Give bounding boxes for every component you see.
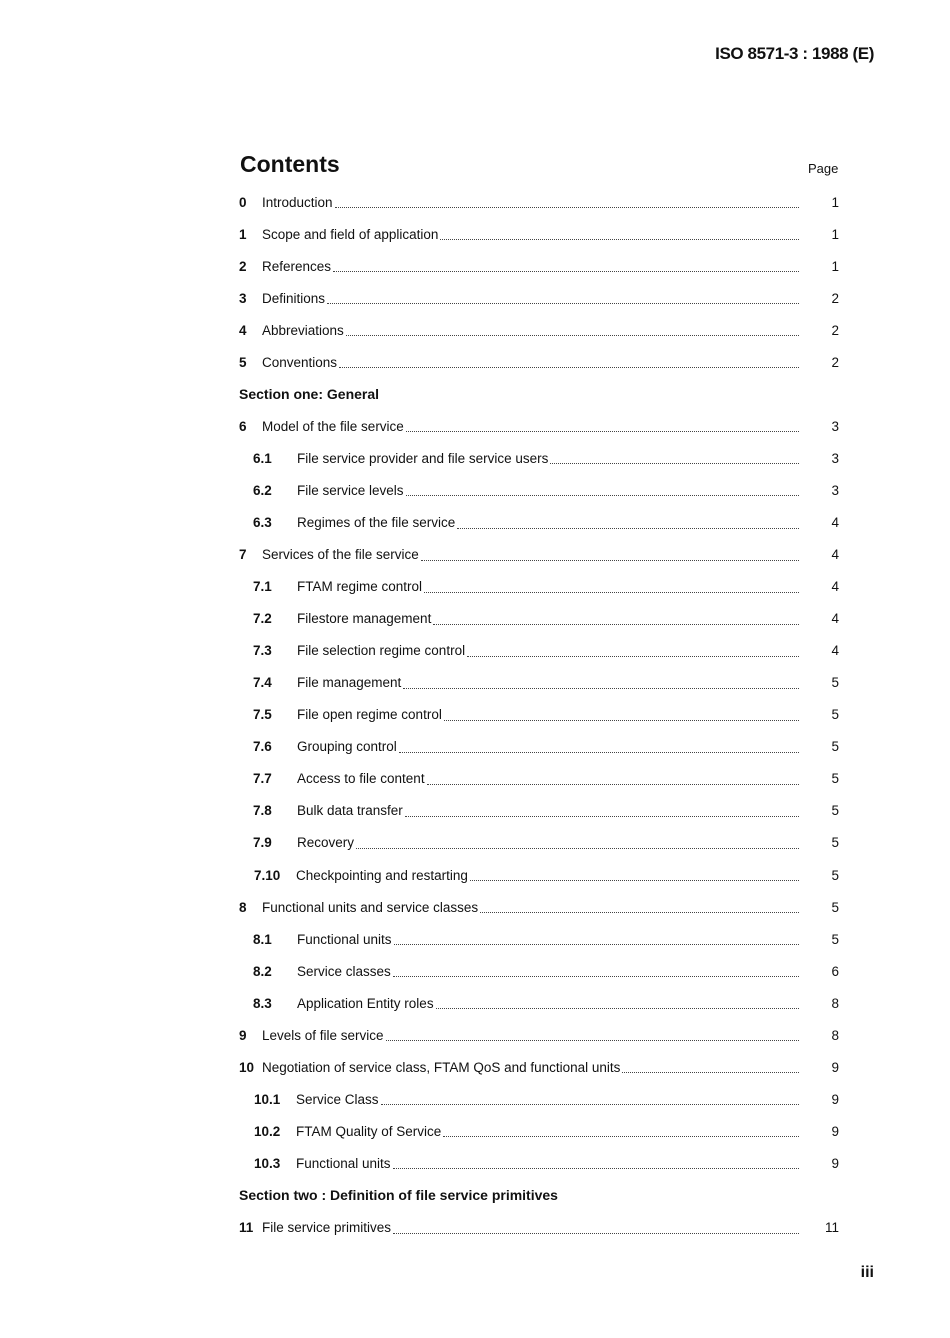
dot-leader	[346, 334, 799, 336]
toc-entry-page: 9	[831, 1059, 839, 1075]
section-heading	[239, 1179, 839, 1211]
dot-leader	[394, 943, 799, 945]
toc-entry-page: 9	[831, 1155, 839, 1171]
toc-entry[interactable]	[239, 250, 839, 282]
toc-entry-number: 0	[239, 194, 247, 210]
toc-subentry[interactable]	[239, 1147, 839, 1179]
toc-entry-number: 6	[239, 418, 247, 434]
toc-subentry[interactable]	[239, 923, 839, 955]
toc-entry-number: 10.3	[254, 1155, 281, 1171]
toc-entry-page: 2	[831, 354, 839, 370]
dot-leader	[356, 847, 799, 849]
toc-entry-page: 3	[831, 418, 839, 434]
toc-entry-title: Functional units	[297, 931, 392, 947]
section-heading-title: Section two : Definition of file service primitives	[239, 1187, 558, 1204]
toc-entry-title: Conventions	[262, 354, 338, 370]
toc-entry-number: 2	[239, 258, 247, 274]
dot-leader	[622, 1071, 799, 1073]
toc-entry[interactable]	[239, 314, 839, 346]
dot-leader	[406, 494, 799, 496]
toc-entry-title: Filestore management	[297, 611, 432, 627]
toc-entry-number: 7	[239, 547, 247, 563]
toc-subentry[interactable]	[239, 635, 839, 667]
toc-entry-number: 7.9	[253, 835, 272, 851]
toc-entry-number: 11	[239, 1220, 254, 1236]
toc-entry[interactable]	[239, 1212, 839, 1244]
toc-entry-title: Levels of file service	[262, 1027, 384, 1043]
toc-subentry[interactable]	[239, 603, 839, 635]
toc-entry-page: 5	[831, 707, 839, 723]
toc-entry-number: 6.2	[253, 482, 272, 498]
toc-entry-page: 5	[831, 675, 839, 691]
dot-leader	[424, 591, 799, 593]
toc-entry-title: Recovery	[297, 835, 355, 851]
toc-entry-page: 9	[831, 1091, 839, 1107]
toc-entry-title: File service provider and file service users	[297, 450, 549, 466]
dot-leader	[393, 975, 799, 977]
toc-subentry[interactable]	[239, 571, 839, 603]
section-heading-title: Section one: General	[239, 386, 380, 403]
toc-entry-number: 10.2	[254, 1123, 281, 1139]
toc-entry-number: 7.2	[253, 611, 272, 627]
toc-subentry[interactable]	[239, 667, 839, 699]
toc-entry-page: 5	[831, 835, 839, 851]
dot-leader	[470, 879, 799, 881]
toc-entry[interactable]	[239, 891, 839, 923]
toc-entry-number: 7.10	[254, 867, 281, 883]
toc-subentry[interactable]	[239, 1115, 839, 1147]
dot-leader	[427, 783, 799, 785]
toc-entry-title: Functional units and service classes	[262, 899, 479, 915]
toc-entry-title: File management	[297, 675, 402, 691]
toc-entry-page: 1	[831, 226, 839, 242]
toc-entry-number: 9	[239, 1027, 247, 1043]
toc-entry-number: 7.7	[253, 771, 272, 787]
page-number: iii	[860, 1264, 874, 1281]
toc-entry-title: Service classes	[297, 963, 391, 979]
dot-leader	[381, 1103, 799, 1105]
toc-entry-title: Bulk data transfer	[297, 803, 403, 819]
toc-entry[interactable]	[239, 346, 839, 378]
toc-entry-title: Functional units	[296, 1155, 391, 1171]
toc-entry-title: File service levels	[297, 482, 404, 498]
toc-entry-number: 7.4	[253, 675, 272, 691]
toc-entry[interactable]	[239, 1051, 839, 1083]
dot-leader	[399, 751, 799, 753]
section-heading	[239, 378, 839, 410]
toc-entry-title: Application Entity roles	[297, 995, 434, 1011]
dot-leader	[339, 366, 799, 368]
toc-entry-title: Abbreviations	[262, 322, 344, 338]
dot-leader	[393, 1167, 799, 1169]
dot-leader	[406, 430, 799, 432]
dot-leader	[443, 1135, 799, 1137]
toc-entry-title: Services of the file service	[262, 547, 419, 563]
dot-leader	[333, 270, 799, 272]
dot-leader	[433, 623, 799, 625]
dot-leader	[550, 462, 799, 464]
toc-entry-number: 8.3	[253, 995, 272, 1011]
toc-entry-number: 6.3	[253, 514, 272, 530]
dot-leader	[480, 911, 799, 913]
toc-entry-title: Grouping control	[297, 739, 397, 755]
toc-entry-title: Negotiation of service class, FTAM QoS and functional units	[262, 1059, 621, 1075]
toc-entry-page: 5	[831, 899, 839, 915]
dot-leader	[421, 559, 799, 561]
toc-entry[interactable]	[239, 1019, 839, 1051]
toc-subentry[interactable]	[239, 955, 839, 987]
table-of-contents	[239, 186, 839, 1244]
toc-entry-page: 5	[831, 867, 839, 883]
toc-entry-number: 7.3	[253, 643, 272, 659]
toc-entry-number: 4	[239, 322, 247, 338]
toc-subentry[interactable]	[239, 506, 839, 538]
toc-entry[interactable]	[239, 282, 839, 314]
dot-leader	[335, 206, 799, 208]
toc-entry-number: 7.5	[253, 707, 272, 723]
toc-entry-number: 1	[239, 226, 247, 242]
toc-entry-page: 1	[831, 194, 839, 210]
toc-entry-title: FTAM Quality of Service	[296, 1123, 442, 1139]
toc-entry-page: 5	[831, 771, 839, 787]
toc-entry-title: References	[262, 258, 332, 274]
toc-entry-page: 1	[831, 258, 839, 274]
toc-subentry[interactable]	[239, 827, 839, 859]
toc-entry-page: 8	[831, 1027, 839, 1043]
toc-entry-page: 4	[831, 514, 839, 530]
toc-entry[interactable]	[239, 410, 839, 442]
toc-entry[interactable]	[239, 186, 839, 218]
toc-entry-title: FTAM regime control	[297, 579, 423, 595]
toc-entry-title: File open regime control	[297, 707, 442, 723]
toc-entry-number: 6.1	[253, 450, 272, 466]
toc-entry-title: File service primitives	[262, 1220, 392, 1236]
page-column-label: Page	[808, 161, 839, 176]
dot-leader	[393, 1232, 799, 1234]
toc-entry-page: 4	[831, 611, 839, 627]
toc-entry-title: Definitions	[262, 290, 326, 306]
dot-leader	[457, 527, 799, 529]
toc-subentry[interactable]	[239, 859, 839, 891]
document-header: ISO 8571-3 : 1988 (E)	[715, 44, 874, 63]
dot-leader	[440, 238, 799, 240]
toc-entry-title: File selection regime control	[297, 643, 466, 659]
toc-entry[interactable]	[239, 539, 839, 571]
toc-entry-title: Checkpointing and restarting	[296, 867, 468, 883]
toc-subentry[interactable]	[239, 763, 839, 795]
toc-entry-number: 8.1	[253, 931, 272, 947]
toc-entry-title: Access to file content	[297, 771, 425, 787]
toc-entry-page: 8	[831, 995, 839, 1011]
toc-entry-page: 5	[831, 739, 839, 755]
toc-entry-page: 4	[831, 579, 839, 595]
toc-entry-number: 8	[239, 899, 247, 915]
toc-entry[interactable]	[239, 218, 839, 250]
toc-entry-page: 5	[831, 931, 839, 947]
toc-subentry[interactable]	[239, 699, 839, 731]
toc-entry-page: 2	[831, 322, 839, 338]
toc-entry-page: 2	[831, 290, 839, 306]
toc-subentry[interactable]	[239, 795, 839, 827]
dot-leader	[403, 687, 799, 689]
toc-entry-number: 10.1	[254, 1091, 281, 1107]
toc-subentry[interactable]	[239, 474, 839, 506]
dot-leader	[436, 1007, 799, 1009]
toc-entry-title: Model of the file service	[262, 418, 404, 434]
toc-entry-title: Introduction	[262, 194, 333, 210]
toc-subentry[interactable]	[239, 442, 839, 474]
toc-entry-number: 7.8	[253, 803, 272, 819]
toc-entry-page: 4	[831, 547, 839, 563]
toc-entry-title: Service Class	[296, 1091, 379, 1107]
contents-title: Contents	[240, 151, 340, 177]
dot-leader	[467, 655, 799, 657]
dot-leader	[405, 815, 799, 817]
toc-entry-page: 3	[831, 450, 839, 466]
toc-entry-page: 5	[831, 803, 839, 819]
toc-entry-number: 7.1	[253, 579, 272, 595]
toc-subentry[interactable]	[239, 731, 839, 763]
dot-leader	[327, 302, 799, 304]
toc-entry-title: Scope and field of application	[262, 226, 439, 242]
toc-entry-page: 9	[831, 1123, 839, 1139]
toc-subentry[interactable]	[239, 1083, 839, 1115]
toc-entry-page: 3	[831, 482, 839, 498]
toc-entry-number: 8.2	[253, 963, 272, 979]
dot-leader	[386, 1039, 799, 1041]
toc-entry-page: 4	[831, 643, 839, 659]
toc-entry-title: Regimes of the file service	[297, 514, 456, 530]
toc-entry-page: 6	[831, 963, 839, 979]
toc-entry-number: 7.6	[253, 739, 272, 755]
toc-entry-number: 3	[239, 290, 247, 306]
toc-entry-number: 10	[239, 1059, 255, 1075]
toc-entry-page: 11	[824, 1220, 839, 1236]
toc-subentry[interactable]	[239, 987, 839, 1019]
toc-entry-number: 5	[239, 354, 247, 370]
dot-leader	[444, 719, 799, 721]
